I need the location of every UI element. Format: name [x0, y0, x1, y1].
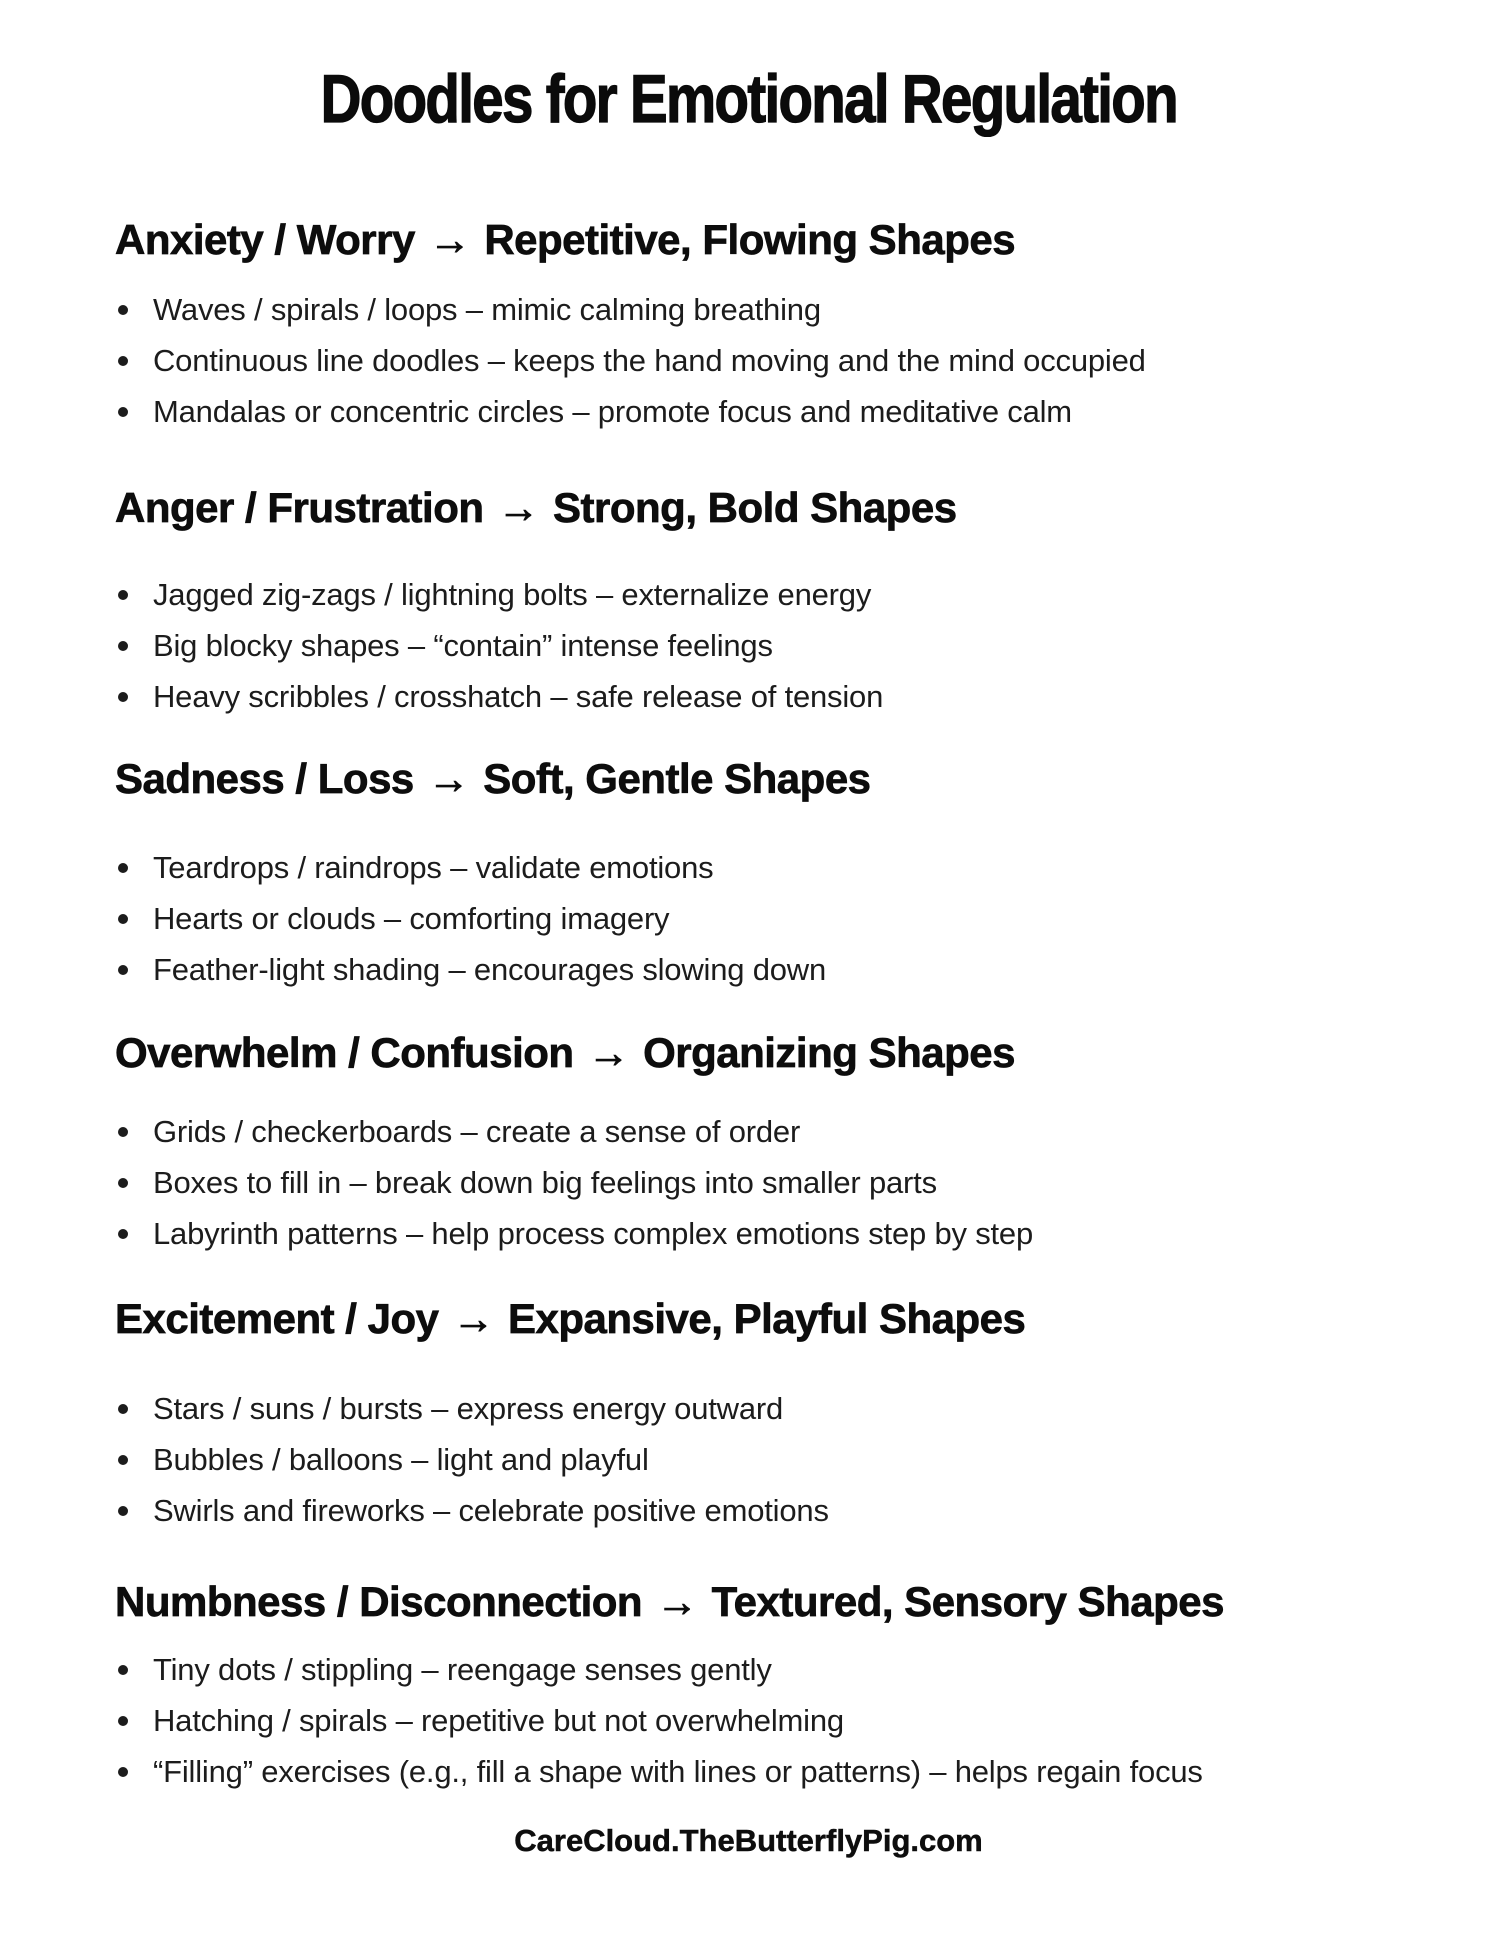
list-item [115, 1695, 1382, 1746]
section-anxiety-worry [115, 214, 1382, 437]
bullet-icon [118, 1767, 128, 1777]
list-item-text: Jagged zig-zags / lightning bolts – externalize energy [153, 577, 872, 612]
section-sadness-loss [115, 753, 1382, 995]
section-heading [115, 214, 1382, 266]
heading-shapes: Organizing Shapes [643, 1029, 1015, 1076]
bullet-list [115, 284, 1382, 437]
arrow-icon: → [427, 755, 470, 802]
bullet-icon [118, 305, 128, 315]
bullet-icon [118, 590, 128, 600]
arrow-icon: → [452, 1295, 494, 1342]
heading-emotion: Excitement / Joy [115, 1295, 439, 1342]
section-numbness-disconnection [115, 1576, 1382, 1797]
list-item-text: Tiny dots / stippling – reengage senses gently [153, 1652, 772, 1687]
list-item-text: Hearts or clouds – comforting imagery [153, 901, 670, 936]
list-item [115, 671, 1382, 722]
list-item [115, 1106, 1382, 1157]
heading-emotion: Overwhelm / Confusion [115, 1029, 574, 1076]
bullet-list [115, 1644, 1382, 1797]
list-item-text: Labyrinth patterns – help process complex emotions step by step [153, 1216, 1033, 1251]
bullet-icon [118, 1665, 128, 1675]
list-item [115, 386, 1382, 437]
bullet-icon [118, 641, 128, 651]
list-item [115, 1383, 1382, 1434]
bullet-icon [118, 1127, 128, 1137]
section-heading [115, 482, 1382, 534]
section-overwhelm-confusion [115, 1027, 1382, 1259]
bullet-icon [118, 407, 128, 417]
bullet-icon [118, 1178, 128, 1188]
bullet-icon [118, 356, 128, 366]
list-item-text: Hatching / spirals – repetitive but not overwhelming [153, 1703, 844, 1738]
list-item-text: Waves / spirals / loops – mimic calming breathing [153, 292, 821, 327]
list-item-text: Heavy scribbles / crosshatch – safe release of tension [153, 679, 884, 714]
arrow-icon: → [428, 216, 471, 263]
list-item [115, 944, 1382, 995]
list-item [115, 1157, 1382, 1208]
bullet-list [115, 1383, 1382, 1536]
list-item [115, 1644, 1382, 1695]
heading-shapes: Strong, Bold Shapes [553, 484, 957, 531]
list-item [115, 620, 1382, 671]
list-item-text: Teardrops / raindrops – validate emotions [153, 850, 714, 885]
section-anger-frustration [115, 482, 1382, 722]
bullet-list [115, 842, 1382, 995]
list-item-text: Continuous line doodles – keeps the hand moving and the mind occupied [153, 343, 1146, 378]
list-item [115, 1208, 1382, 1259]
heading-emotion: Numbness / Disconnection [115, 1578, 643, 1625]
heading-emotion: Sadness / Loss [115, 755, 414, 802]
section-heading [115, 1293, 1382, 1345]
bullet-icon [118, 863, 128, 873]
bullet-list [115, 1106, 1382, 1259]
heading-emotion: Anxiety / Worry [115, 216, 415, 263]
list-item [115, 842, 1382, 893]
arrow-icon: → [587, 1029, 630, 1076]
section-heading [115, 753, 1382, 805]
list-item [115, 1746, 1382, 1797]
bullet-list [115, 569, 1382, 722]
page-title [115, 58, 1382, 140]
list-item [115, 284, 1382, 335]
heading-shapes: Repetitive, Flowing Shapes [484, 216, 1016, 263]
list-item-text: Mandalas or concentric circles – promote focus and meditative calm [153, 394, 1072, 429]
heading-emotion: Anger / Frustration [115, 484, 484, 531]
bullet-icon [118, 965, 128, 975]
list-item [115, 335, 1382, 386]
list-item-text: Boxes to fill in – break down big feelings into smaller parts [153, 1165, 937, 1200]
list-item-text: Big blocky shapes – “contain” intense feelings [153, 628, 773, 663]
heading-shapes: Soft, Gentle Shapes [483, 755, 871, 802]
list-item [115, 1485, 1382, 1536]
page-title-text: Doodles for Emotional Regulation [320, 61, 1177, 137]
list-item-text: Bubbles / balloons – light and playful [153, 1442, 649, 1477]
arrow-icon: → [656, 1578, 698, 1625]
arrow-icon: → [497, 484, 540, 531]
list-item-text: Feather-light shading – encourages slowing down [153, 952, 827, 987]
bullet-icon [118, 692, 128, 702]
list-item-text: Stars / suns / bursts – express energy outward [153, 1391, 784, 1426]
bullet-icon [118, 1716, 128, 1726]
footer-url: CareCloud.TheButterflyPig.com [514, 1823, 983, 1858]
list-item-text: Swirls and fireworks – celebrate positive emotions [153, 1493, 829, 1528]
heading-shapes: Textured, Sensory Shapes [711, 1578, 1224, 1625]
list-item [115, 569, 1382, 620]
list-item-text: Grids / checkerboards – create a sense of order [153, 1114, 801, 1149]
bullet-icon [118, 914, 128, 924]
bullet-icon [118, 1455, 128, 1465]
bullet-icon [118, 1229, 128, 1239]
section-excitement-joy [115, 1293, 1382, 1536]
section-heading [115, 1576, 1382, 1628]
bullet-icon [118, 1404, 128, 1414]
heading-shapes: Expansive, Playful Shapes [507, 1295, 1026, 1342]
list-item-text: “Filling” exercises (e.g., fill a shape with lines or patterns) – helps regain focus [153, 1754, 1203, 1789]
bullet-icon [118, 1506, 128, 1516]
list-item [115, 893, 1382, 944]
section-heading [115, 1027, 1382, 1079]
list-item [115, 1434, 1382, 1485]
